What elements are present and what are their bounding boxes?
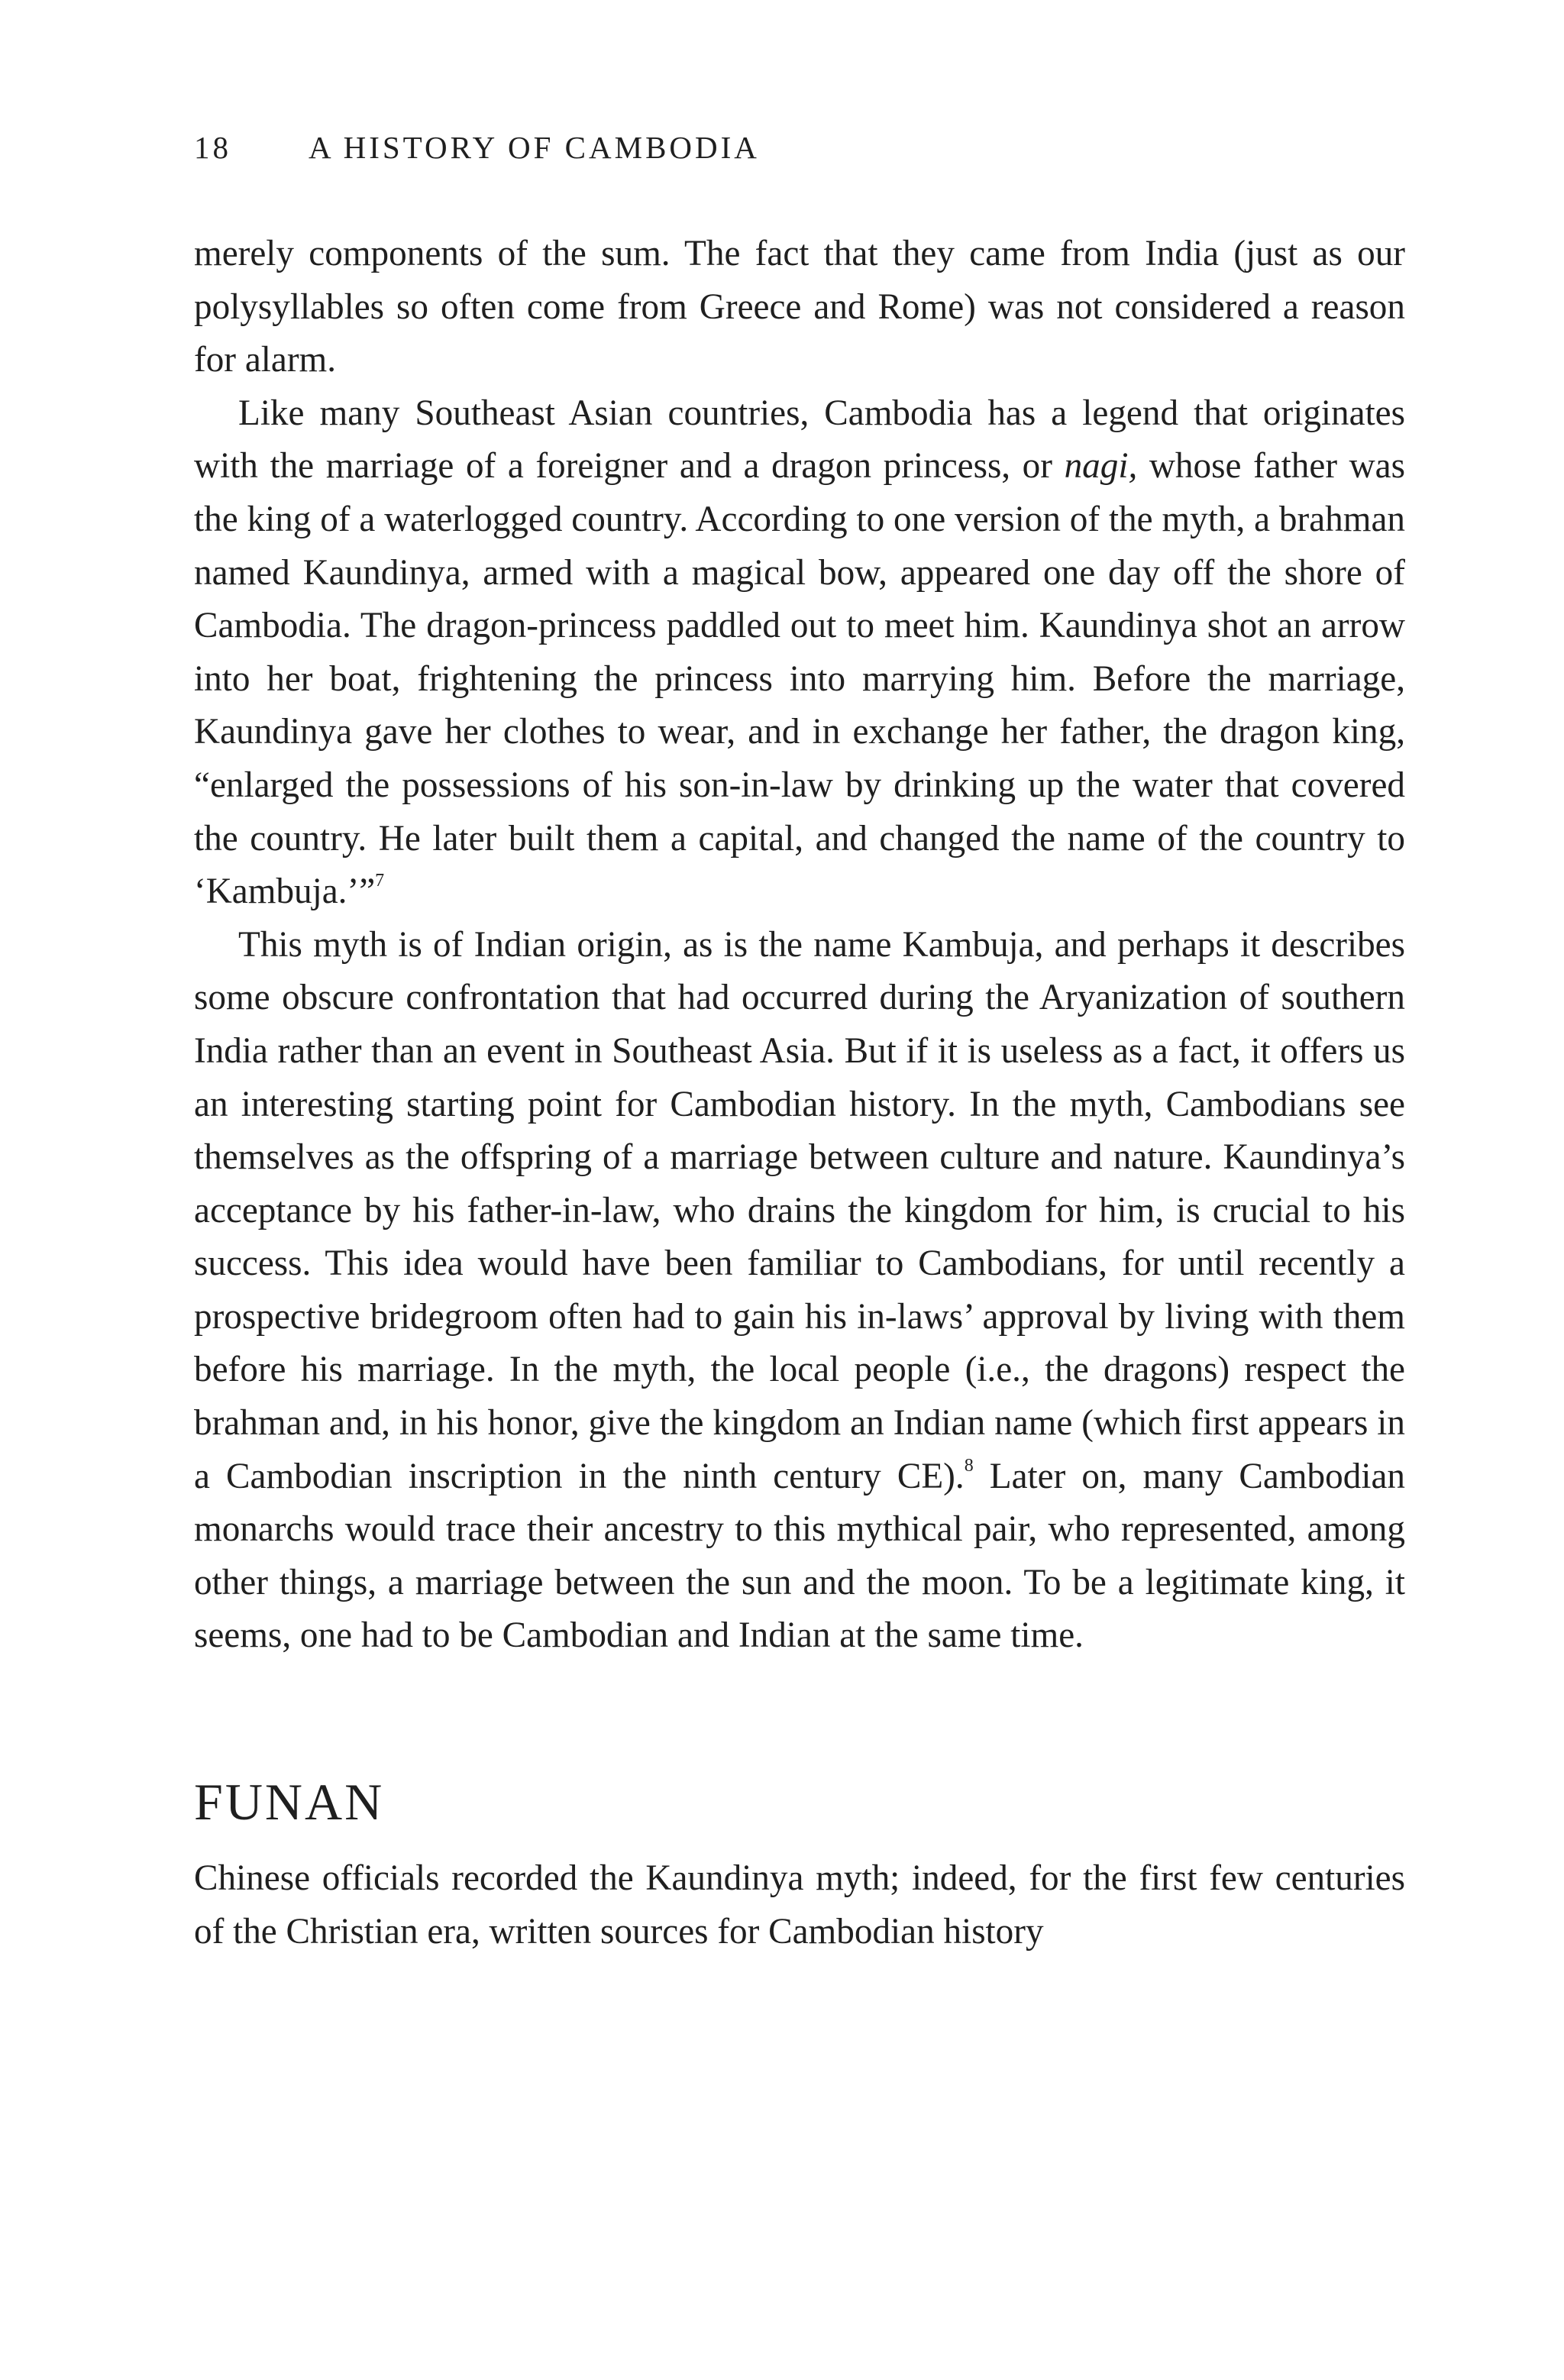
running-title: A HISTORY OF CAMBODIA	[309, 130, 760, 165]
section-heading-funan: FUNAN	[194, 1773, 385, 1832]
paragraph-legend-text-2: whose father was the king of a waterlogged country. According to one version of the myth, a brahman named Kaundinya, armed with a magical bow, appeared one day off the shore of Cambodia. The dragon-princess paddled out to meet him. Kaundinya shot an arrow into her boat, frightening the princess into marrying him. Before the marriage, Kaundinya gave her clothes to wear, and in exchange her father, the dragon king, “enlarged the possessions of his son-in-law by drinking up the water that covered the country. He later built them a capital, and changed the name of the country to ‘Kambuja.’”	[194, 446, 1405, 912]
paragraph-legend	[194, 387, 1405, 919]
footnote-ref-8: 8	[964, 1455, 974, 1476]
paragraph-legend-text-1: Like many Southeast Asian countries, Cambodia has a legend that originates with the marriage of a foreigner and a dragon princess, or	[194, 393, 1405, 487]
paragraph-funan: Chinese officials recorded the Kaundinya myth; indeed, for the first few centuries of the Christian era, written sources for Cambodian history	[194, 1858, 1405, 1952]
paragraph-myth-text-2: Later on, many Cambodian monarchs would trace their ancestry to this mythical pair, who represented, among other things, a marriage between the sun and the moon. To be a legitimate king, it seems, one had to be Cambodian and Indian at the same time.	[194, 1456, 1405, 1656]
book-page	[194, 127, 1405, 1958]
paragraph-myth-text-1: This myth is of Indian origin, as is the name Kambuja, and perhaps it describes some obscure confrontation that had occurred during the Aryanization of southern India rather than an event in Southeast Asia. But if it is useless as a fact, it offers us an interesting starting point for Cambodian history. In the myth, Cambodians see themselves as the offspring of a marriage between culture and nature. Kaundinya’s acceptance by his father-in-law, who drains the kingdom for him, is crucial to his success. This idea would have been familiar to Cambodians, for until recently a prospective bridegroom often had to gain his in-laws’ approval by living with them before his marriage. In the myth, the local people (i.e., the dragons) respect the brahman and, in his honor, give the kingdom an Indian name (which first appears in a Cambodian inscription in the ninth century CE).	[194, 924, 1405, 1496]
footnote-ref-7: 7	[375, 871, 385, 891]
paragraph-myth-origin	[194, 919, 1405, 1663]
paragraph-continuation: merely components of the sum. The fact that they came from India (just as our polysyllables so often come from Greece and Rome) was not considered a reason for alarm.	[194, 234, 1405, 380]
page-number: 18	[194, 130, 231, 165]
term-nagi: nagi,	[1064, 446, 1138, 487]
running-header	[194, 127, 1405, 168]
